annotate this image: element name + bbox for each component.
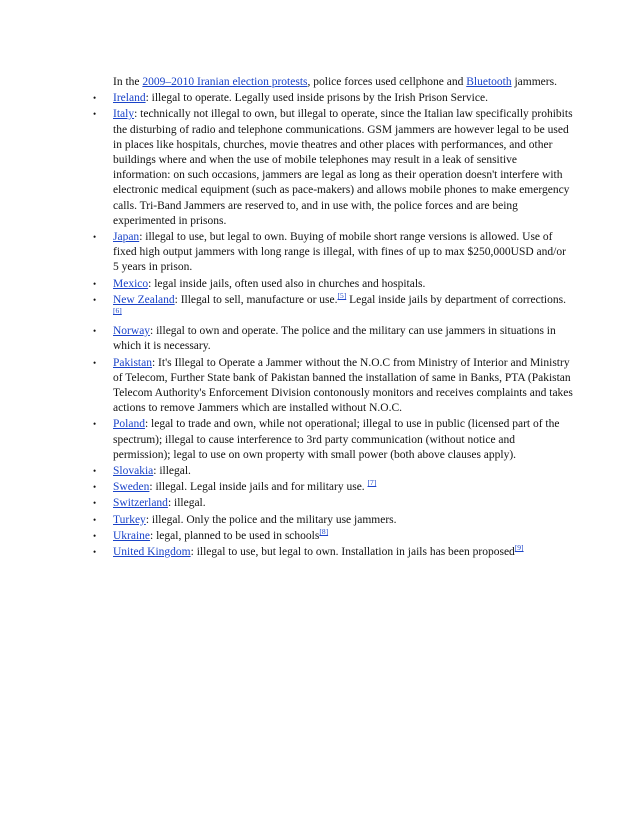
country-link[interactable]: Slovakia bbox=[113, 465, 154, 478]
country-link[interactable]: Switzerland bbox=[113, 497, 168, 510]
list-item bbox=[93, 417, 573, 463]
bullet-icon: • bbox=[93, 109, 97, 120]
country-link[interactable]: Japan bbox=[113, 231, 140, 244]
country-link[interactable]: Italy bbox=[113, 108, 135, 121]
list-item bbox=[93, 107, 573, 229]
citation-link[interactable]: [7] bbox=[367, 478, 377, 488]
citation-link[interactable]: [5] bbox=[337, 290, 347, 300]
intro-paragraph bbox=[113, 75, 573, 90]
list-item bbox=[93, 526, 573, 544]
citation-link[interactable]: [8] bbox=[319, 526, 329, 536]
item-text: : legal, planned to be used in schools bbox=[150, 529, 320, 542]
bullet-icon: • bbox=[93, 498, 97, 509]
item-text: : illegal. bbox=[153, 465, 191, 478]
list-item bbox=[93, 464, 573, 479]
list-item bbox=[93, 478, 573, 495]
list-item bbox=[93, 543, 573, 560]
list-item bbox=[93, 324, 573, 354]
bullet-icon: • bbox=[93, 357, 97, 368]
item-text: Legal inside jails by department of corrections. bbox=[346, 293, 566, 306]
bullet-icon: • bbox=[93, 419, 97, 430]
citation-link[interactable]: [6] bbox=[113, 306, 122, 316]
list-item bbox=[93, 277, 573, 292]
bullet-icon: • bbox=[93, 232, 97, 243]
country-link[interactable]: Turkey bbox=[113, 513, 146, 526]
list-item bbox=[93, 290, 573, 323]
bullet-icon: • bbox=[93, 514, 97, 525]
country-list bbox=[93, 91, 573, 560]
country-link[interactable]: Norway bbox=[113, 325, 151, 338]
item-text: : illegal to own and operate. The police and the military can use jammers in situations in which it is necessary. bbox=[113, 325, 556, 353]
bullet-icon: • bbox=[93, 547, 97, 558]
intro-text-mid: , police forces used cellphone and bbox=[307, 76, 467, 88]
item-text: : Illegal to sell, manufacture or use. bbox=[174, 293, 338, 306]
list-item bbox=[93, 230, 573, 276]
item-text: : illegal to use, but legal to own. Installation in jails has been proposed bbox=[190, 546, 515, 559]
bullet-icon: • bbox=[93, 466, 97, 477]
item-text: : illegal. Only the police and the military use jammers. bbox=[145, 513, 397, 526]
item-text: : technically not illegal to own, but illegal to operate, since the Italian law specifically prohibits the disturbing of radio and telephone communications. GSM jammers are however legal to be used in places like hospitals, churches, movie theatres and other places with performances, and other buildings where and when the use of mobile telephones may result in a leak of sensitive information: on such occasions, jammers are legal as long as their operation doesn't interfere with electronic medical equipment (such as pace-makers) and allows mobile phones to make emergency calls. Tri-Band Jammers are reserved to, and in use with, the police forces and are being experimented in prisons. bbox=[113, 108, 573, 227]
country-link[interactable]: Poland bbox=[113, 418, 145, 431]
link-iranian-protests[interactable]: 2009–2010 Iranian election protests bbox=[142, 76, 308, 88]
bullet-icon: • bbox=[93, 294, 97, 305]
document-body bbox=[93, 75, 573, 561]
item-text: : illegal to operate. Legally used inside prisons by the Irish Prison Service. bbox=[145, 92, 488, 105]
list-item bbox=[93, 513, 573, 528]
item-text: : It's Illegal to Operate a Jammer without the N.O.C from Ministry of Interior and Ministry of Telecom, Further State bank of Pakistan banned the installation of same in Banks, PTA (Pakistan Telecom Authority's Enforcement Division contonously monitors and receives complaints and takes actions to remove Jammers which are installed without N.O.C. bbox=[113, 356, 573, 415]
link-bluetooth[interactable]: Bluetooth bbox=[466, 76, 512, 88]
bullet-icon: • bbox=[93, 93, 97, 104]
intro-text-end: jammers. bbox=[511, 76, 557, 88]
list-item bbox=[93, 496, 573, 511]
item-text: : illegal. Legal inside jails and for military use. bbox=[149, 481, 368, 494]
intro-text: In the bbox=[113, 76, 143, 88]
item-text: : illegal. bbox=[167, 497, 206, 510]
country-link[interactable]: New Zealand bbox=[113, 293, 175, 306]
bullet-icon: • bbox=[93, 278, 97, 289]
country-link[interactable]: United Kingdom bbox=[113, 546, 191, 559]
bullet-icon: • bbox=[93, 326, 97, 337]
country-link[interactable]: Pakistan bbox=[113, 356, 152, 369]
bullet-icon: • bbox=[93, 530, 97, 541]
item-text: : legal inside jails, often used also in churches and hospitals. bbox=[148, 277, 426, 290]
bullet-icon: • bbox=[93, 482, 97, 493]
country-link[interactable]: Mexico bbox=[113, 277, 149, 290]
country-link[interactable]: Sweden bbox=[113, 481, 150, 494]
list-item bbox=[93, 356, 573, 417]
item-text: : illegal to use, but legal to own. Buying of mobile short range versions is allowed. Use of fixed high output jammers with long range is illegal, with fines of up to max $250,000USD and/or 5 years in prison. bbox=[113, 231, 566, 274]
item-text: : legal to trade and own, while not operational; illegal to use in public (licensed part of the spectrum); illegal to cause interference to 3rd party communication (without notice and permission); legal to use on own property with small power (both above clauses apply). bbox=[113, 418, 560, 461]
country-link[interactable]: Ukraine bbox=[113, 529, 151, 542]
citation-link[interactable]: [9] bbox=[514, 543, 524, 553]
list-item bbox=[93, 91, 573, 106]
country-link[interactable]: Ireland bbox=[113, 92, 146, 105]
